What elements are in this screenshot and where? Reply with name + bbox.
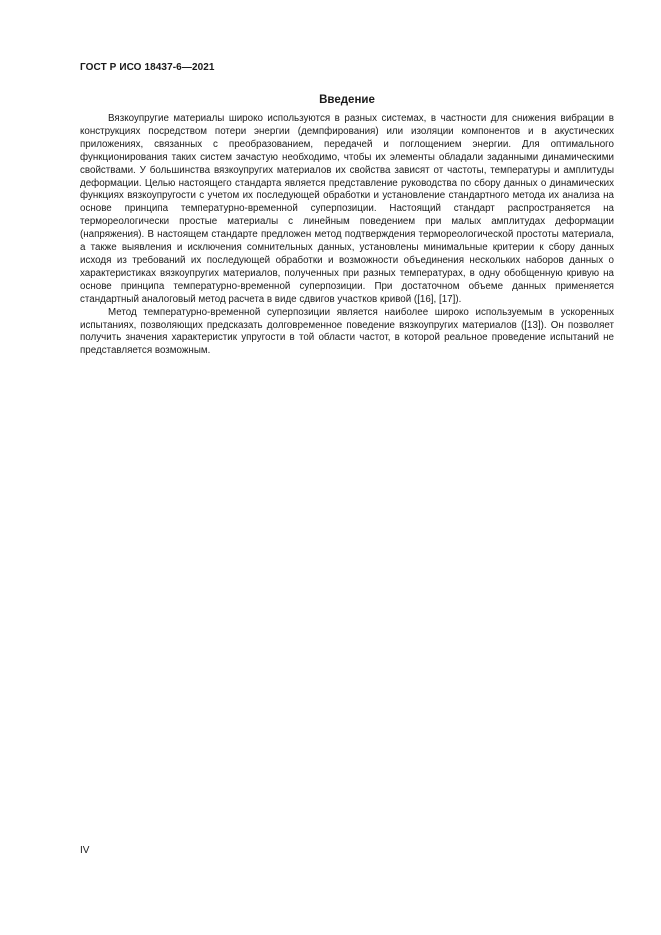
paragraph-1: Вязкоупругие материалы широко используются в разных системах, в частности для снижения вибрации в конструкциях посредством потери энергии (демпфирования) или изоляции компонентов и в акустических приложениях, связанных с преобразованием, передачей и поглощением энергии. Для оптимального функционирования таких систем зачастую необходимо, чтобы их элементы обладали заданными динамическими свойствами. У большинства вязкоупругих материалов их свойства зависят от частоты, температуры и амплитуды деформации. Целью настоящего стандарта является представление руководства по сбору данных о динамических функциях вязкоупругости с учетом их последующей обработки и установление стандартного метода их анализа на основе принципа температурно-временной суперпозиции. Настоящий стандарт распространяется на термореологически простые материалы с линейным поведением при малых амплитудах деформации (напряжения). В настоящем стандарте предложен метод подтверждения термореологической простоты материала, а также выявления и исключения сомнительных данных, установлены минимальные критерии к сбору данных исходя из требований их последующей обработки и возможности объединения нескольких наборов данных о характеристиках вязкоупругих материалов, полученных при разных температурах, в одну обобщенную кривую на основе принципа температурно-временной суперпозиции. При достаточном объеме данных применяется стандартный аналоговый метод расчета в виде сдвигов участков кривой ([16], [17]). <box>80 113 614 305</box>
body-text <box>80 113 614 358</box>
paragraph-2: Метод температурно-временной суперпозиции является наиболее широко используемым в ускоренных испытаниях, позволяющих предсказать долговременное поведение вязкоупругих материалов ([13]). Он позволяет получить значения характеристик упругости в той области частот, в которой реальное проведение испытаний не представляется возможным. <box>80 306 614 357</box>
page-number: IV <box>80 845 90 856</box>
section-title: Введение <box>319 94 375 106</box>
standard-id-header: ГОСТ Р ИСО 18437-6—2021 <box>80 62 215 73</box>
